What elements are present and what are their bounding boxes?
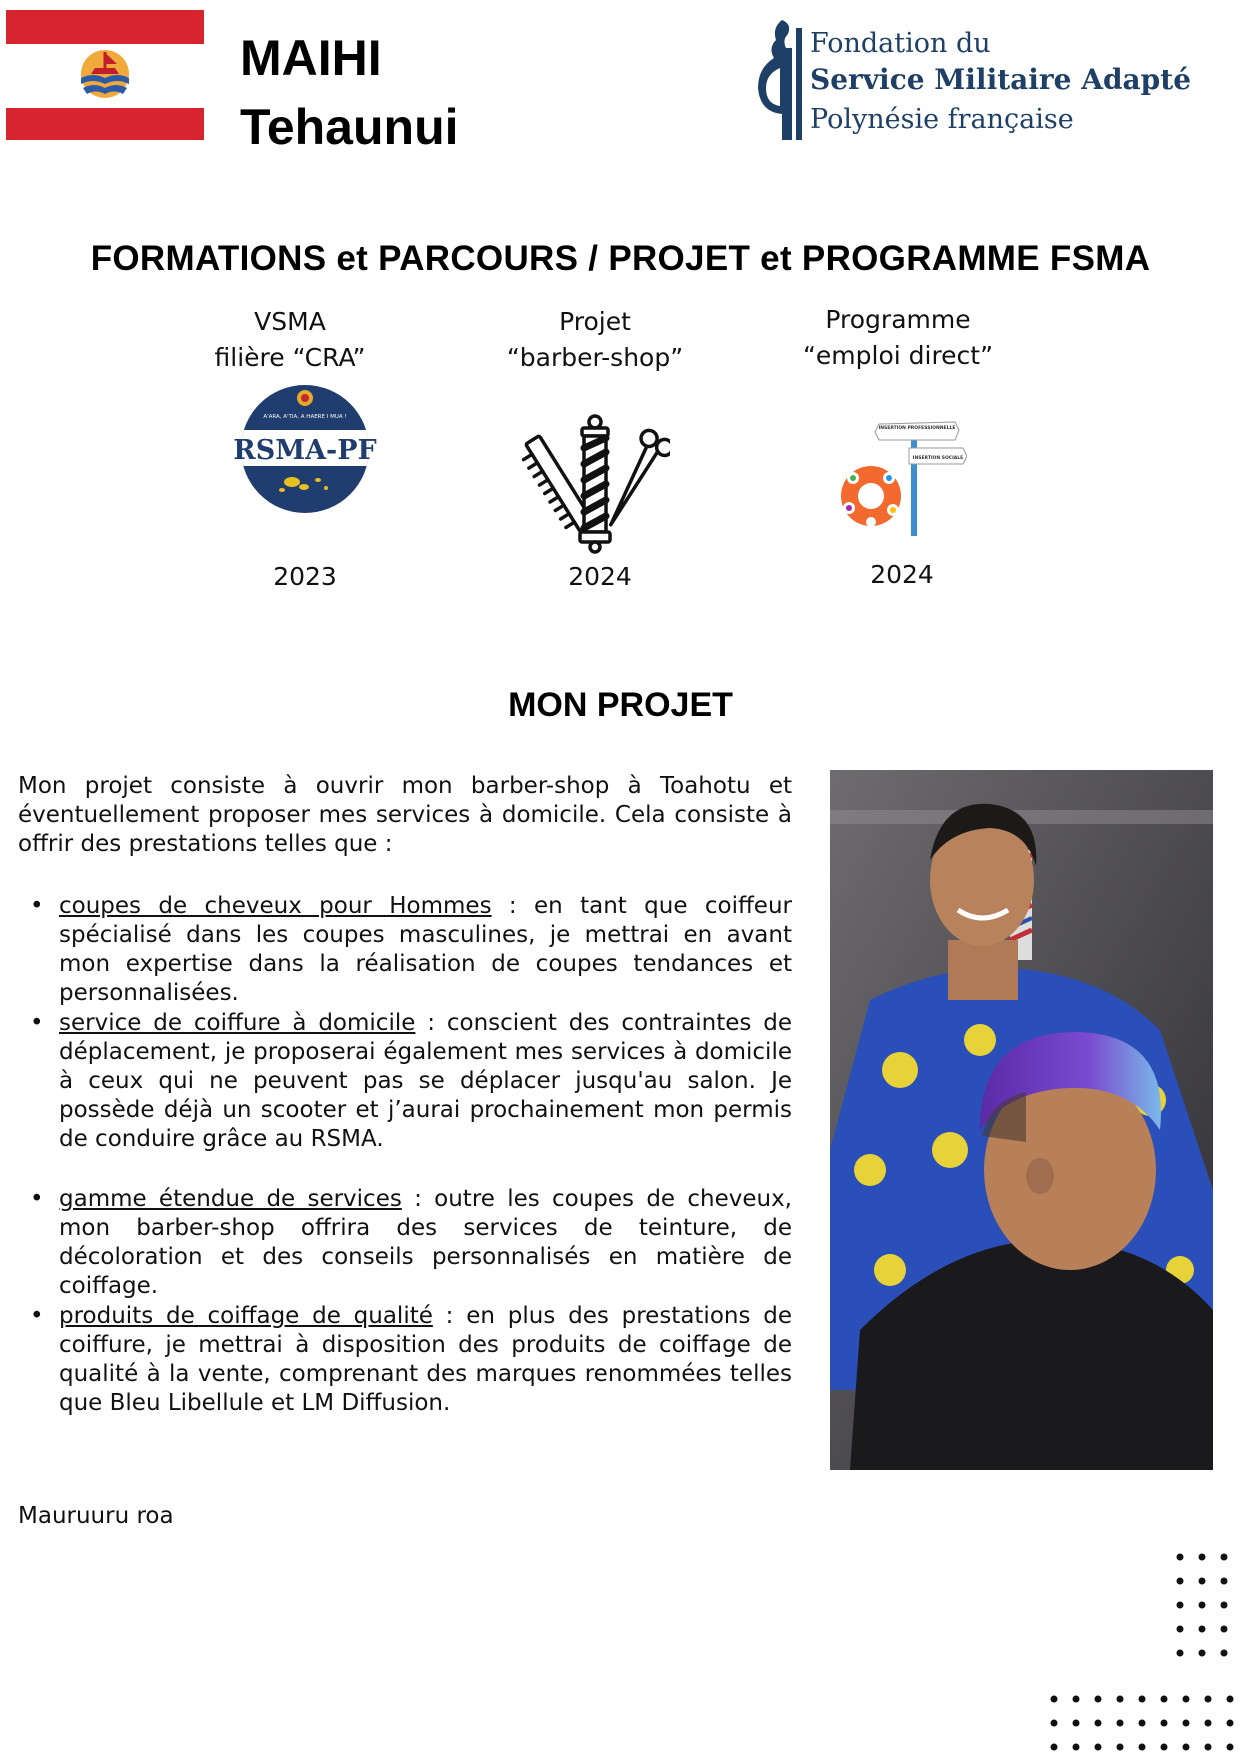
fsma-logo <box>752 18 1230 142</box>
fsma-logo-line2: Service Militaire Adapté <box>810 63 1192 96</box>
service-item-domicile <box>30 1009 792 1154</box>
formation-vsma-year: 2023 <box>273 562 337 591</box>
barber-photo <box>830 770 1213 1470</box>
service-item-coupes <box>30 892 792 1008</box>
rsma-motto: A'ARA, A'TIA, A HAERE I MUA ! <box>263 414 347 420</box>
mon-projet-title: MON PROJET <box>508 686 733 724</box>
bullet-dot-icon: • <box>30 1010 44 1036</box>
tahiti-flag-icon <box>6 10 204 140</box>
fsma-logo-line1: Fondation du <box>810 28 991 59</box>
service-title: coupes de cheveux pour Hommes <box>59 893 492 919</box>
service-description: : en plus des prestations de coiffure, je mettrai à disposition des produits de coiffage de qualité à la vente, comprenant des marques renommées telles que Bleu Libellule et LM Diffusion. <box>59 1303 792 1416</box>
service-description: : conscient des contraintes de déplacement, je proposerai également mes services à domicile à ceux qui ne peuvent pas se déplacer jusqu'au salon. Je possède déjà un scooter et j’aurai prochainement mon permis de conduire grâce au RSMA. <box>59 1010 793 1152</box>
bullet-dot-icon: • <box>30 1186 44 1212</box>
service-title: gamme étendue de services <box>59 1186 402 1212</box>
service-item-gamme <box>30 1185 792 1301</box>
bullet-dot-icon: • <box>30 1303 44 1329</box>
barber-pole-icon <box>520 414 670 554</box>
formation-vsma-line1: VSMA <box>254 307 326 336</box>
programme-emploi-line1: Programme <box>825 305 971 334</box>
fsma-logo-line3: Polynésie française <box>810 104 1074 135</box>
fsma-emblem-icon <box>752 18 808 142</box>
student-last-name: MAIHI <box>240 30 382 86</box>
formation-vsma-line2: filière “CRA” <box>214 343 366 372</box>
formations-title: FORMATIONS et PARCOURS / PROJET et PROGRAMME FSMA <box>90 239 1151 278</box>
insertion-signpost-icon <box>835 418 967 536</box>
projet-barber-year: 2024 <box>568 562 632 591</box>
closing-text: Mauruuru roa <box>18 1503 174 1529</box>
programme-emploi-year: 2024 <box>870 560 934 589</box>
projet-barber-line2: “barber-shop” <box>506 343 684 372</box>
projet-barber-line1: Projet <box>559 307 631 336</box>
service-title: produits de coiffage de qualité <box>59 1303 433 1329</box>
service-description: : outre les coupes de cheveux, mon barber-shop offrira des services de teinture, de décoloration et des conseils personnalisés en matière de coiffage. <box>59 1186 792 1299</box>
rsma-pf-logo-icon <box>222 384 388 514</box>
service-title: service de coiffure à domicile <box>59 1010 416 1036</box>
programme-emploi-label <box>748 302 1048 374</box>
sign-sociale: INSERTION SOCIALE <box>912 456 964 461</box>
projet-barber-label <box>445 304 745 376</box>
projet-intro-paragraph: Mon projet consiste à ouvrir mon barber-shop à Toahotu et éventuellement proposer mes services à domicile. Cela consiste à offrir des prestations telles que : <box>18 773 792 857</box>
decorative-dot-grid <box>1040 1553 1240 1756</box>
service-item-produits <box>30 1302 792 1418</box>
bullet-dot-icon: • <box>30 893 44 919</box>
rsma-logo-text: RSMA-PF <box>233 435 377 466</box>
programme-emploi-line2: “emploi direct” <box>802 341 994 370</box>
student-first-name: Tehaunui <box>240 99 459 155</box>
formation-vsma-label <box>140 304 440 376</box>
sign-professionnelle: INSERTION PROFESSIONNELLE <box>878 426 956 431</box>
service-description: : en tant que coiffeur spécialisé dans les coupes masculines, je mettrai en avant mon expertise dans la réalisation de coupes tendances et personnalisées. <box>59 893 792 1006</box>
